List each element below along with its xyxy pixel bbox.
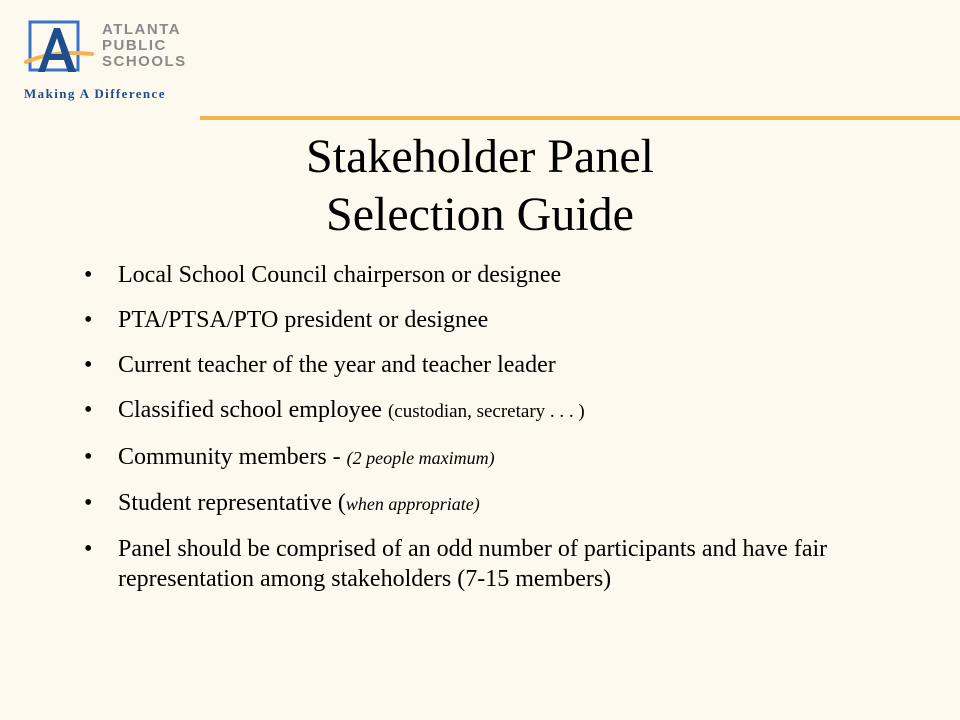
bullet-text: Community members - — [118, 444, 347, 470]
bullet-item — [80, 305, 840, 335]
bullet-dot: • — [84, 444, 93, 470]
logo-line-schools: SCHOOLS — [102, 53, 187, 70]
bullet-note: when appropriate) — [345, 494, 480, 514]
bullet-item — [80, 350, 840, 380]
slide-title-line-1: Stakeholder Panel — [306, 130, 654, 183]
bullet-note: (2 people maximum) — [346, 448, 495, 468]
bullet-text: PTA/PTSA/PTO president or designee — [118, 307, 489, 333]
bullet-text: Local School Council chairperson or designee — [118, 262, 562, 288]
logo-line-atlanta: ATLANTA — [102, 21, 182, 38]
bullet-text: Panel should be comprised of an odd number of participants and have fair representation among stakeholders (7-15 members) — [118, 536, 828, 592]
header-accent-rule — [200, 116, 960, 120]
slide-title-line-2: Selection Guide — [326, 188, 634, 241]
aps-logo-mark — [24, 20, 96, 82]
bullet-dot: • — [84, 490, 93, 516]
bullet-note: (custodian, secretary . . . ) — [387, 401, 585, 422]
bullet-item — [80, 260, 840, 290]
bullet-dot: • — [84, 397, 93, 423]
bullet-dot: • — [84, 307, 93, 333]
bullet-item — [80, 395, 840, 427]
bullet-text: Current teacher of the year and teacher leader — [118, 352, 556, 378]
bullet-item — [80, 442, 840, 473]
bullet-dot: • — [84, 536, 93, 562]
bullet-list — [80, 260, 840, 609]
bullet-item — [80, 534, 840, 594]
bullet-dot: • — [84, 262, 93, 288]
logo-tagline: Making A Difference — [24, 86, 166, 101]
logo-wordmark — [102, 22, 187, 70]
slide-title — [120, 128, 840, 244]
bullet-dot: • — [84, 352, 93, 378]
bullet-text: Student representative ( — [118, 490, 346, 516]
bullet-text: Classified school employee — [118, 397, 388, 423]
logo-line-public: PUBLIC — [102, 37, 167, 54]
logo — [24, 18, 194, 104]
bullet-item — [80, 488, 840, 519]
